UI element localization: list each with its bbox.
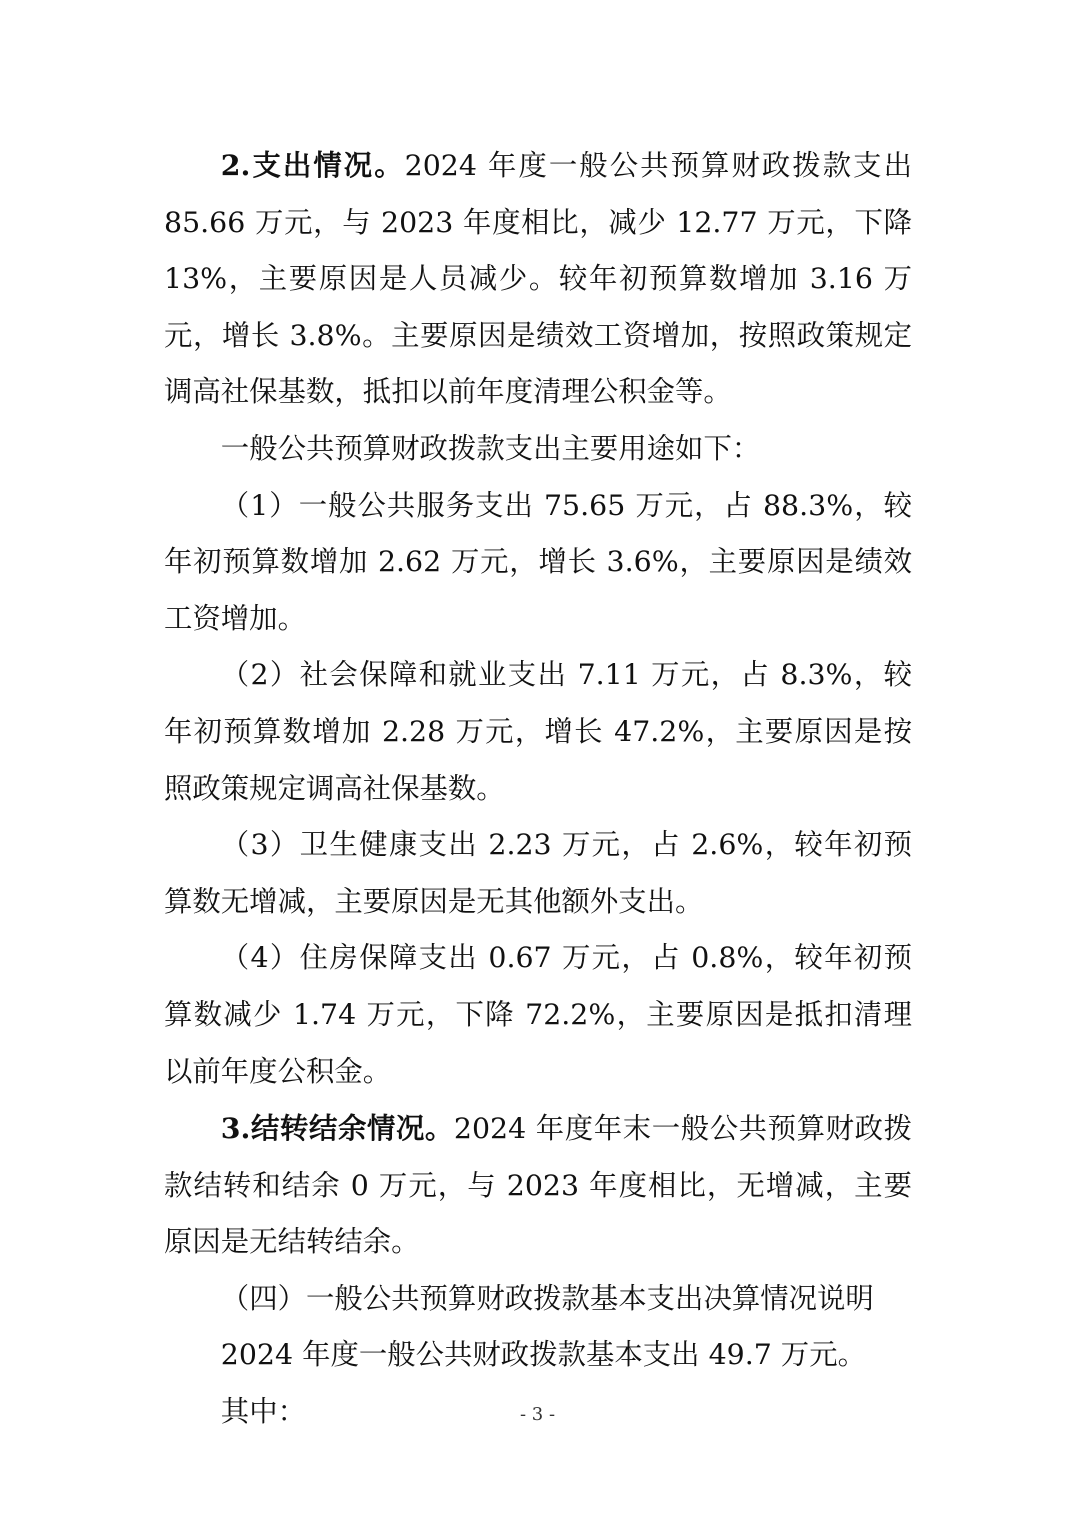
paragraph-item-3 — [164, 817, 912, 930]
paragraph-text: （四）一般公共预算财政拨款基本支出决算情况说明 — [220, 1281, 874, 1315]
paragraph-text: （2）社会保障和就业支出 7.11 万元，占 8.3%，较年初预算数增加 2.28 万元，增长 47.2%，主要原因是按照政策规定调高社保基数。 — [164, 658, 912, 805]
paragraph-item-4 — [164, 930, 912, 1100]
paragraph-item-2 — [164, 647, 912, 817]
paragraph-text: 一般公共预算财政拨款支出主要用途如下： — [220, 431, 761, 465]
paragraph-text: （4）住房保障支出 0.67 万元，占 0.8%，较年初预算数减少 1.74 万元，下降 72.2%，主要原因是抵扣清理以前年度公积金。 — [164, 941, 912, 1088]
body-text — [164, 137, 912, 1441]
paragraph-basic-expenditure-total — [164, 1327, 912, 1384]
page-number: - 3 - — [519, 1404, 556, 1425]
paragraph-text: 2024 年度一般公共财政拨款基本支出 49.7 万元。 — [220, 1338, 866, 1372]
paragraph-text: （3）卫生健康支出 2.23 万元，占 2.6%，较年初预算数无增减，主要原因是无其他额外支出。 — [164, 828, 912, 918]
paragraph-text: 2024 年度年末一般公共预算财政拨款结转和结余 0 万元，与 2023 年度相比，无增减，主要原因是无结转结余。 — [164, 1112, 912, 1259]
section-heading-expenditure: 2.支出情况。 — [220, 148, 405, 182]
paragraph-expenditure — [164, 137, 912, 421]
paragraph-uses-intro — [164, 421, 912, 478]
section-heading-carryover: 3.结转结余情况。 — [220, 1111, 454, 1146]
section-heading-basic-expenditure — [164, 1271, 912, 1328]
paragraph-item-1 — [164, 478, 912, 648]
paragraph-carryover — [164, 1100, 912, 1271]
paragraph-text: （1）一般公共服务支出 75.65 万元，占 88.3%，较年初预算数增加 2.62 万元，增长 3.6%，主要原因是绩效工资增加。 — [164, 488, 912, 635]
paragraph-text: 2024 年度一般公共预算财政拨款支出 85.66 万元，与 2023 年度相比，减少 12.77 万元，下降 13%，主要原因是人员减少。较年初预算数增加 3.16 万元，增长 3.8%。主要原因是绩效工资增加，按照政策规定调高社保基数，抵扣以前年度清理公积金等。 — [164, 149, 913, 409]
paragraph-text: 其中： — [220, 1395, 306, 1429]
